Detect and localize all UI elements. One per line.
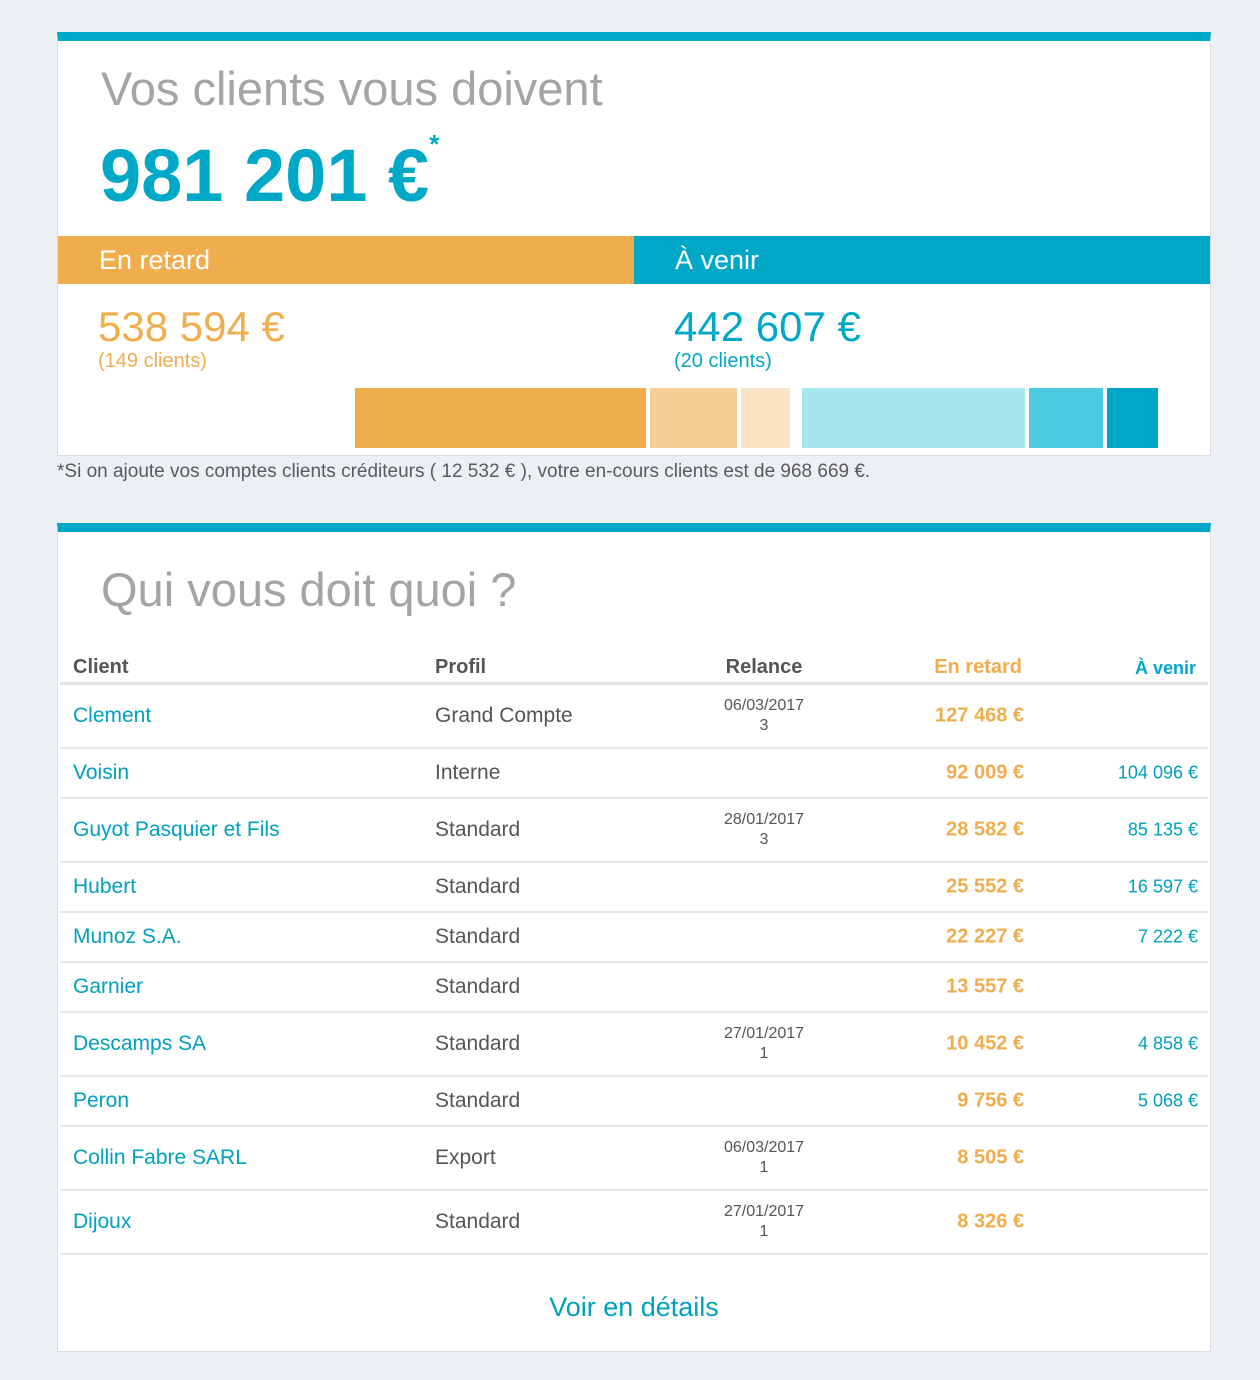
upcoming-client-count: (20 clients) <box>674 350 772 372</box>
client-profile: Standard <box>435 818 521 841</box>
upcoming-amount-cell: 7 222 € <box>1137 926 1198 947</box>
client-name-link[interactable]: Descamps SA <box>73 1032 207 1055</box>
late-amount-cell: 22 227 € <box>946 925 1024 948</box>
see-details-link[interactable]: Voir en détails <box>549 1292 719 1322</box>
late-amount-cell: 8 505 € <box>957 1146 1024 1169</box>
relance-date: 27/01/2017 <box>723 1203 805 1220</box>
client-name-link[interactable]: Voisin <box>73 761 130 784</box>
late-amount-cell: 28 582 € <box>946 818 1024 841</box>
client-name-link[interactable]: Hubert <box>73 875 137 898</box>
client-name-link[interactable]: Dijoux <box>73 1210 132 1233</box>
client-profile: Standard <box>435 925 521 948</box>
late-label: En retard <box>99 245 211 275</box>
aging-segment <box>802 388 1025 448</box>
upcoming-amount-cell: 104 096 € <box>1117 762 1198 783</box>
relance-count: 1 <box>759 1223 769 1240</box>
upcoming-amount: 442 607 € <box>674 303 861 350</box>
table-row[interactable] <box>60 863 1208 913</box>
late-amount-cell: 9 756 € <box>957 1089 1024 1112</box>
client-profile: Standard <box>435 1210 521 1233</box>
column-header-profil: Profil <box>435 656 487 678</box>
table-title: Qui vous doit quoi ? <box>101 563 517 616</box>
column-header-relance: Relance <box>725 656 803 678</box>
aging-segment <box>650 388 737 448</box>
aging-segment <box>741 388 790 448</box>
total-receivables-amount <box>100 129 440 218</box>
relance-date: 06/03/2017 <box>723 697 805 714</box>
summary-title: Vos clients vous doivent <box>101 62 603 115</box>
client-profile: Standard <box>435 1032 521 1055</box>
late-client-count: (149 clients) <box>98 350 207 372</box>
late-amount-cell: 10 452 € <box>946 1032 1024 1055</box>
aging-segment <box>355 388 646 448</box>
client-profile: Grand Compte <box>435 704 573 727</box>
table-row[interactable] <box>60 963 1208 1013</box>
table-row[interactable] <box>60 749 1208 799</box>
client-name-link[interactable]: Peron <box>73 1089 130 1112</box>
client-name-link[interactable]: Collin Fabre SARL <box>73 1146 247 1169</box>
client-profile: Export <box>435 1146 496 1169</box>
relance-info <box>664 696 864 736</box>
relance-info <box>664 810 864 850</box>
client-name-link[interactable]: Garnier <box>73 975 144 998</box>
client-profile: Standard <box>435 875 521 898</box>
relance-count: 1 <box>759 1045 769 1062</box>
clients-table-card <box>57 523 1211 1352</box>
client-profile: Standard <box>435 975 521 998</box>
upcoming-amount-cell: 5 068 € <box>1137 1090 1198 1111</box>
upcoming-label: À venir <box>675 245 760 275</box>
aging-segment <box>1029 388 1103 448</box>
total-footnote-mark: * <box>429 129 440 159</box>
client-name-link[interactable]: Guyot Pasquier et Fils <box>73 818 280 841</box>
late-amount-cell: 127 468 € <box>935 704 1024 727</box>
client-profile: Interne <box>435 761 501 784</box>
table-row[interactable] <box>60 799 1208 863</box>
table-row[interactable] <box>60 1013 1208 1077</box>
footnote: *Si on ajoute vos comptes clients créditeurs ( 12 532 € ), votre en-cours clients est de 968 669 €. <box>57 461 871 482</box>
relance-info <box>664 1202 864 1242</box>
late-amount-cell: 25 552 € <box>946 875 1024 898</box>
late-amount-cell: 8 326 € <box>957 1210 1024 1233</box>
late-amount-cell: 92 009 € <box>946 761 1024 784</box>
client-name-link[interactable]: Munoz S.A. <box>73 925 182 948</box>
aging-segment <box>1107 388 1158 448</box>
total-amount-value: 981 201 € <box>100 134 430 217</box>
client-name-link[interactable]: Clement <box>73 704 152 727</box>
relance-count: 3 <box>759 831 769 848</box>
table-row[interactable] <box>60 1127 1208 1191</box>
relance-info <box>664 1138 864 1178</box>
client-profile: Standard <box>435 1089 521 1112</box>
receivables-summary-card <box>57 32 1211 456</box>
upcoming-band <box>634 236 1210 284</box>
relance-date: 27/01/2017 <box>723 1025 805 1042</box>
late-amount-cell: 13 557 € <box>946 975 1024 998</box>
relance-date: 06/03/2017 <box>723 1139 805 1156</box>
column-header-client: Client <box>73 656 129 678</box>
relance-date: 28/01/2017 <box>723 811 805 828</box>
upcoming-amount-cell: 85 135 € <box>1127 819 1198 840</box>
relance-count: 3 <box>759 717 769 734</box>
column-header-late: En retard <box>934 656 1022 678</box>
table-row[interactable] <box>60 685 1208 749</box>
upcoming-amount-cell: 16 597 € <box>1127 876 1198 897</box>
late-amount: 538 594 € <box>98 303 285 350</box>
table-row[interactable] <box>60 913 1208 963</box>
column-header-upcoming: À venir <box>1134 658 1196 678</box>
relance-info <box>664 1024 864 1064</box>
relance-count: 1 <box>759 1159 769 1176</box>
table-row[interactable] <box>60 1191 1208 1255</box>
upcoming-amount-cell: 4 858 € <box>1137 1033 1198 1054</box>
table-row[interactable] <box>60 1077 1208 1127</box>
late-band <box>58 236 634 284</box>
